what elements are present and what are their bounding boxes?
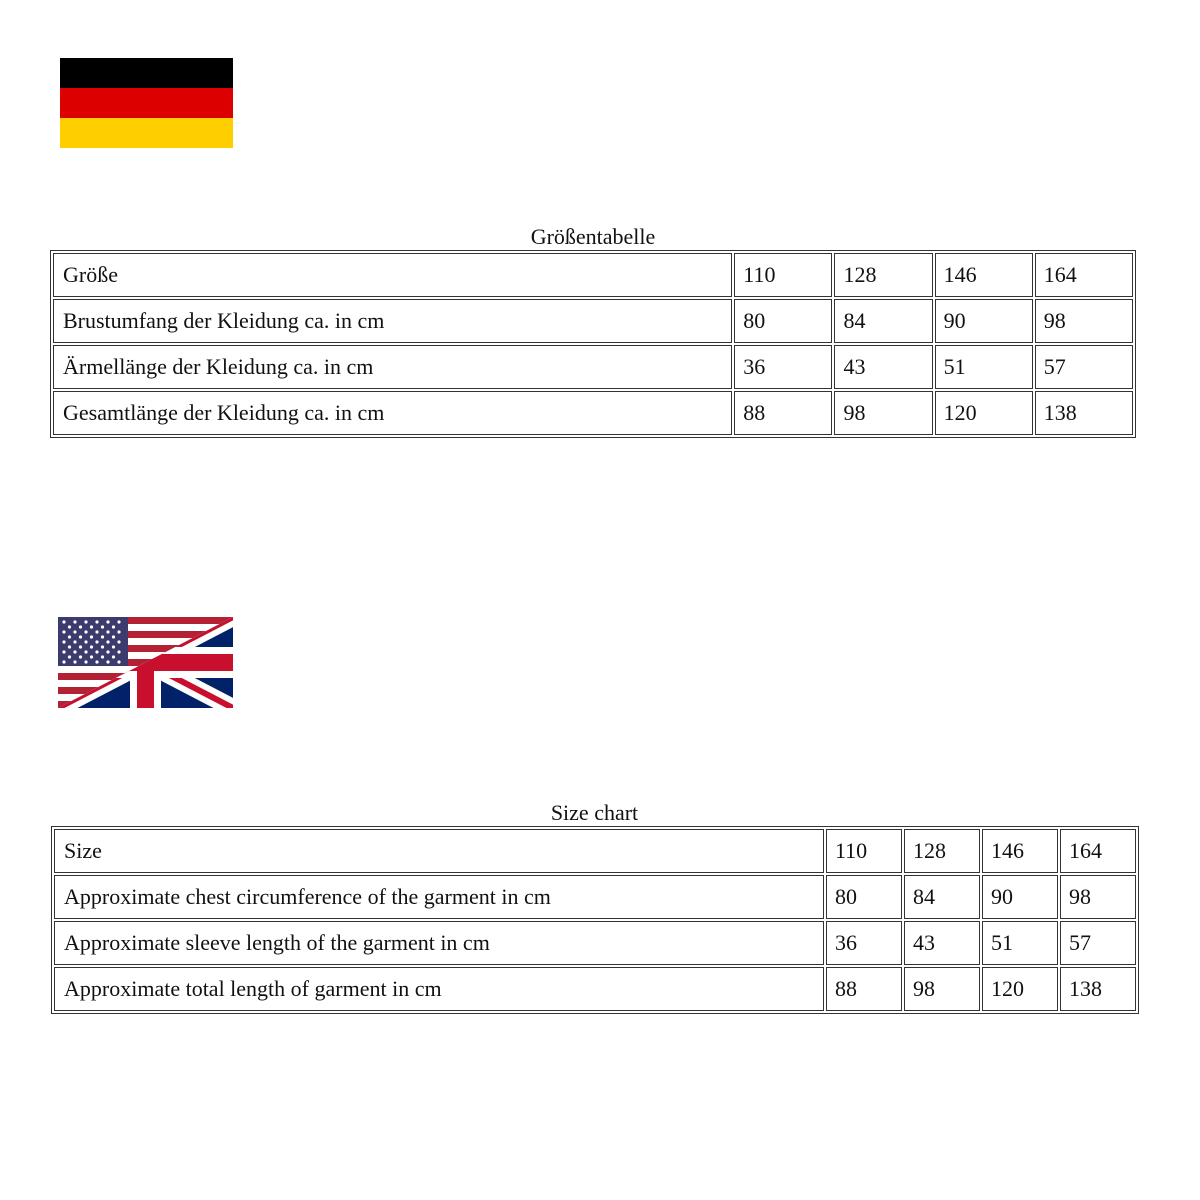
flag-stripe-red	[60, 88, 233, 118]
table-row	[54, 921, 1136, 965]
table-cell: 84	[834, 299, 932, 343]
table-cell: 138	[1035, 391, 1133, 435]
row-label: Brustumfang der Kleidung ca. in cm	[53, 299, 732, 343]
table-cell: 120	[935, 391, 1033, 435]
table-cell: 164	[1060, 829, 1136, 873]
size-chart-german	[50, 224, 1136, 438]
size-table	[51, 826, 1139, 1014]
table-cell: 80	[826, 875, 902, 919]
table-row	[54, 967, 1136, 1011]
flag-stripe-black	[60, 58, 233, 88]
table-cell: 98	[904, 967, 980, 1011]
table-cell: 98	[1060, 875, 1136, 919]
table-cell: 90	[982, 875, 1058, 919]
table-cell: 57	[1060, 921, 1136, 965]
table-cell: 51	[982, 921, 1058, 965]
table-cell: 88	[734, 391, 832, 435]
table-cell: 128	[834, 253, 932, 297]
row-label: Size	[54, 829, 824, 873]
row-label: Approximate sleeve length of the garment in cm	[54, 921, 824, 965]
table-row	[53, 391, 1133, 435]
table-cell: 98	[834, 391, 932, 435]
table-cell: 43	[834, 345, 932, 389]
table-cell: 36	[826, 921, 902, 965]
table-cell: 51	[935, 345, 1033, 389]
table-cell: 120	[982, 967, 1058, 1011]
row-label: Gesamtlänge der Kleidung ca. in cm	[53, 391, 732, 435]
row-label: Ärmellänge der Kleidung ca. in cm	[53, 345, 732, 389]
table-cell: 138	[1060, 967, 1136, 1011]
table-cell: 164	[1035, 253, 1133, 297]
table-caption: Größentabelle	[530, 224, 656, 249]
table-row	[53, 253, 1133, 297]
row-label: Approximate total length of garment in cm	[54, 967, 824, 1011]
table-cell: 88	[826, 967, 902, 1011]
row-label: Approximate chest circumference of the garment in cm	[54, 875, 824, 919]
table-row	[53, 299, 1133, 343]
table-cell: 80	[734, 299, 832, 343]
table-row	[53, 345, 1133, 389]
table-cell: 110	[734, 253, 832, 297]
table-row	[54, 829, 1136, 873]
size-table	[50, 250, 1136, 438]
table-cell: 90	[935, 299, 1033, 343]
table-cell: 57	[1035, 345, 1133, 389]
table-cell: 43	[904, 921, 980, 965]
table-cell: 128	[904, 829, 980, 873]
table-cell: 110	[826, 829, 902, 873]
table-cell: 146	[935, 253, 1033, 297]
row-label: Größe	[53, 253, 732, 297]
size-chart-english	[51, 800, 1138, 1014]
us-uk-flag-icon	[58, 617, 233, 708]
table-row	[54, 875, 1136, 919]
table-cell: 146	[982, 829, 1058, 873]
table-cell: 84	[904, 875, 980, 919]
table-cell: 98	[1035, 299, 1133, 343]
germany-flag-icon	[60, 58, 233, 148]
table-cell: 36	[734, 345, 832, 389]
flag-stripe-gold	[60, 118, 233, 148]
table-caption: Size chart	[550, 800, 639, 825]
